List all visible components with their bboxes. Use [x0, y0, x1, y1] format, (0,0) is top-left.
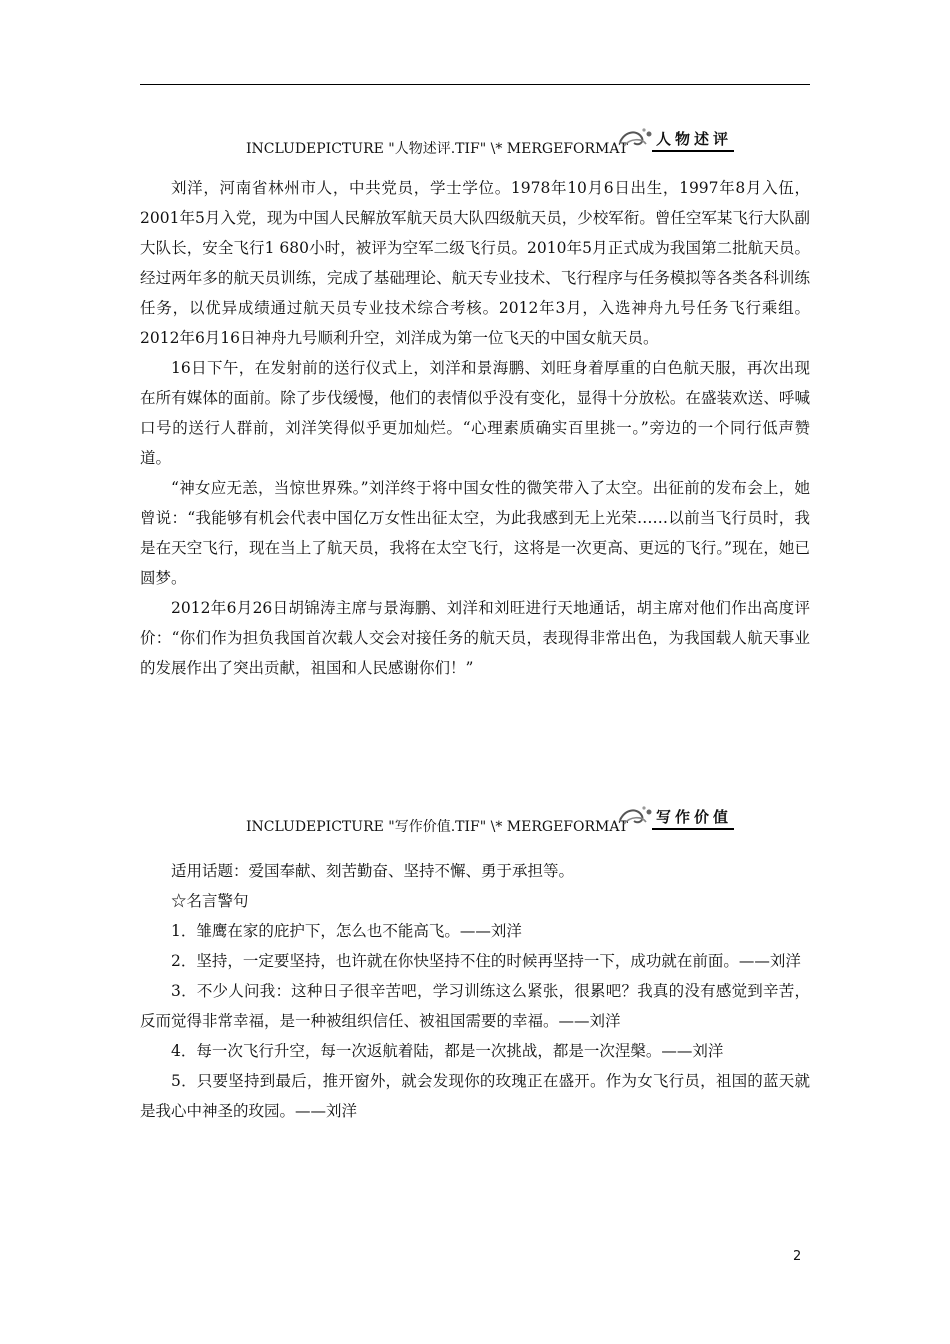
paragraph: 刘洋，河南省林州市人，中共党员，学士学位。1978年10月6日出生，1997年8月入伍，2001年5月入党，现为中国人民解放军航天员大队四级航天员，少校军衔。曾任空军某飞行大队副大队长，安全飞行1 680小时，被评为空军二级飞行员。2010年5月正式成为我国第二批航天员。经过两年多的航天员训练，完成了基础理论、航天专业技术、飞行程序与任务模拟等各类各科训练任务，以优异成绩通过航天员专业技术综合考核。2012年3月，入选神舟九号任务飞行乘组。2012年6月16日神舟九号顺利升空，刘洋成为第一位飞天的中国女航天员。	[140, 179, 810, 347]
quote-item: 4．每一次飞行升空，每一次返航着陆，都是一次挑战，都是一次涅槃。——刘洋	[171, 1042, 724, 1060]
badge-underline	[652, 828, 734, 830]
swirl-ornament-icon	[616, 802, 656, 832]
include-field-text: INCLUDEPICTURE "写作价值.TIF" \* MERGEFORMAT	[246, 819, 629, 835]
section-heading-writing-value	[140, 800, 810, 840]
section-badge	[616, 802, 736, 838]
header-rule	[140, 84, 810, 85]
quote-item: 5．只要坚持到最后，推开窗外，就会发现你的玫瑰正在盛开。作为女飞行员，祖国的蓝天就是我心中神圣的玫园。——刘洋	[140, 1072, 810, 1120]
character-review-body	[140, 173, 810, 683]
topics-line: 适用话题：爱国奉献、刻苦勤奋、坚持不懈、勇于承担等。	[171, 862, 575, 880]
quotes-heading: ☆名言警句	[171, 892, 249, 910]
writing-value-body	[140, 856, 810, 1126]
section-badge-title: 写作价值	[656, 808, 733, 826]
include-field-text: INCLUDEPICTURE "人物述评.TIF" \* MERGEFORMAT	[246, 141, 629, 157]
page-number: 2	[793, 1249, 802, 1264]
quote-item: 3．不少人问我：这种日子很辛苦吧，学习训练这么紧张，很累吧？我真的没有感觉到辛苦，反而觉得非常幸福，是一种被组织信任、被祖国需要的幸福。——刘洋	[140, 982, 810, 1030]
swirl-ornament-icon	[616, 124, 656, 154]
quote-item: 2．坚持，一定要坚持，也许就在你快坚持不住的时候再坚持一下，成功就在前面。——刘洋	[171, 952, 801, 970]
paragraph: “神女应无恙，当惊世界殊。”刘洋终于将中国女性的微笑带入了太空。出征前的发布会上，她曾说：“我能够有机会代表中国亿万女性出征太空，为此我感到无上光荣……以前当飞行员时，我是在天空飞行，现在当上了航天员，我将在太空飞行，这将是一次更高、更远的飞行。”现在，她已圆梦。	[140, 479, 810, 587]
paragraph: 16日下午，在发射前的送行仪式上，刘洋和景海鹏、刘旺身着厚重的白色航天服，再次出现在所有媒体的面前。除了步伐缓慢，他们的表情似乎没有变化，显得十分放松。在盛装欢送、呼喊口号的送行人群前，刘洋笑得似乎更加灿烂。“心理素质确实百里挑一。”旁边的一个同行低声赞道。	[140, 359, 810, 467]
paragraph: 2012年6月26日胡锦涛主席与景海鹏、刘洋和刘旺进行天地通话，胡主席对他们作出高度评价：“你们作为担负我国首次载人交会对接任务的航天员，表现得非常出色，为我国载人航天事业的发展作出了突出贡献，祖国和人民感谢你们！”	[140, 599, 810, 677]
section-heading-character-review	[140, 122, 810, 162]
badge-underline	[652, 150, 734, 152]
quote-item: 1．雏鹰在家的庇护下，怎么也不能高飞。——刘洋	[171, 922, 522, 940]
section-badge-title: 人物述评	[656, 130, 733, 148]
section-badge	[616, 124, 736, 160]
